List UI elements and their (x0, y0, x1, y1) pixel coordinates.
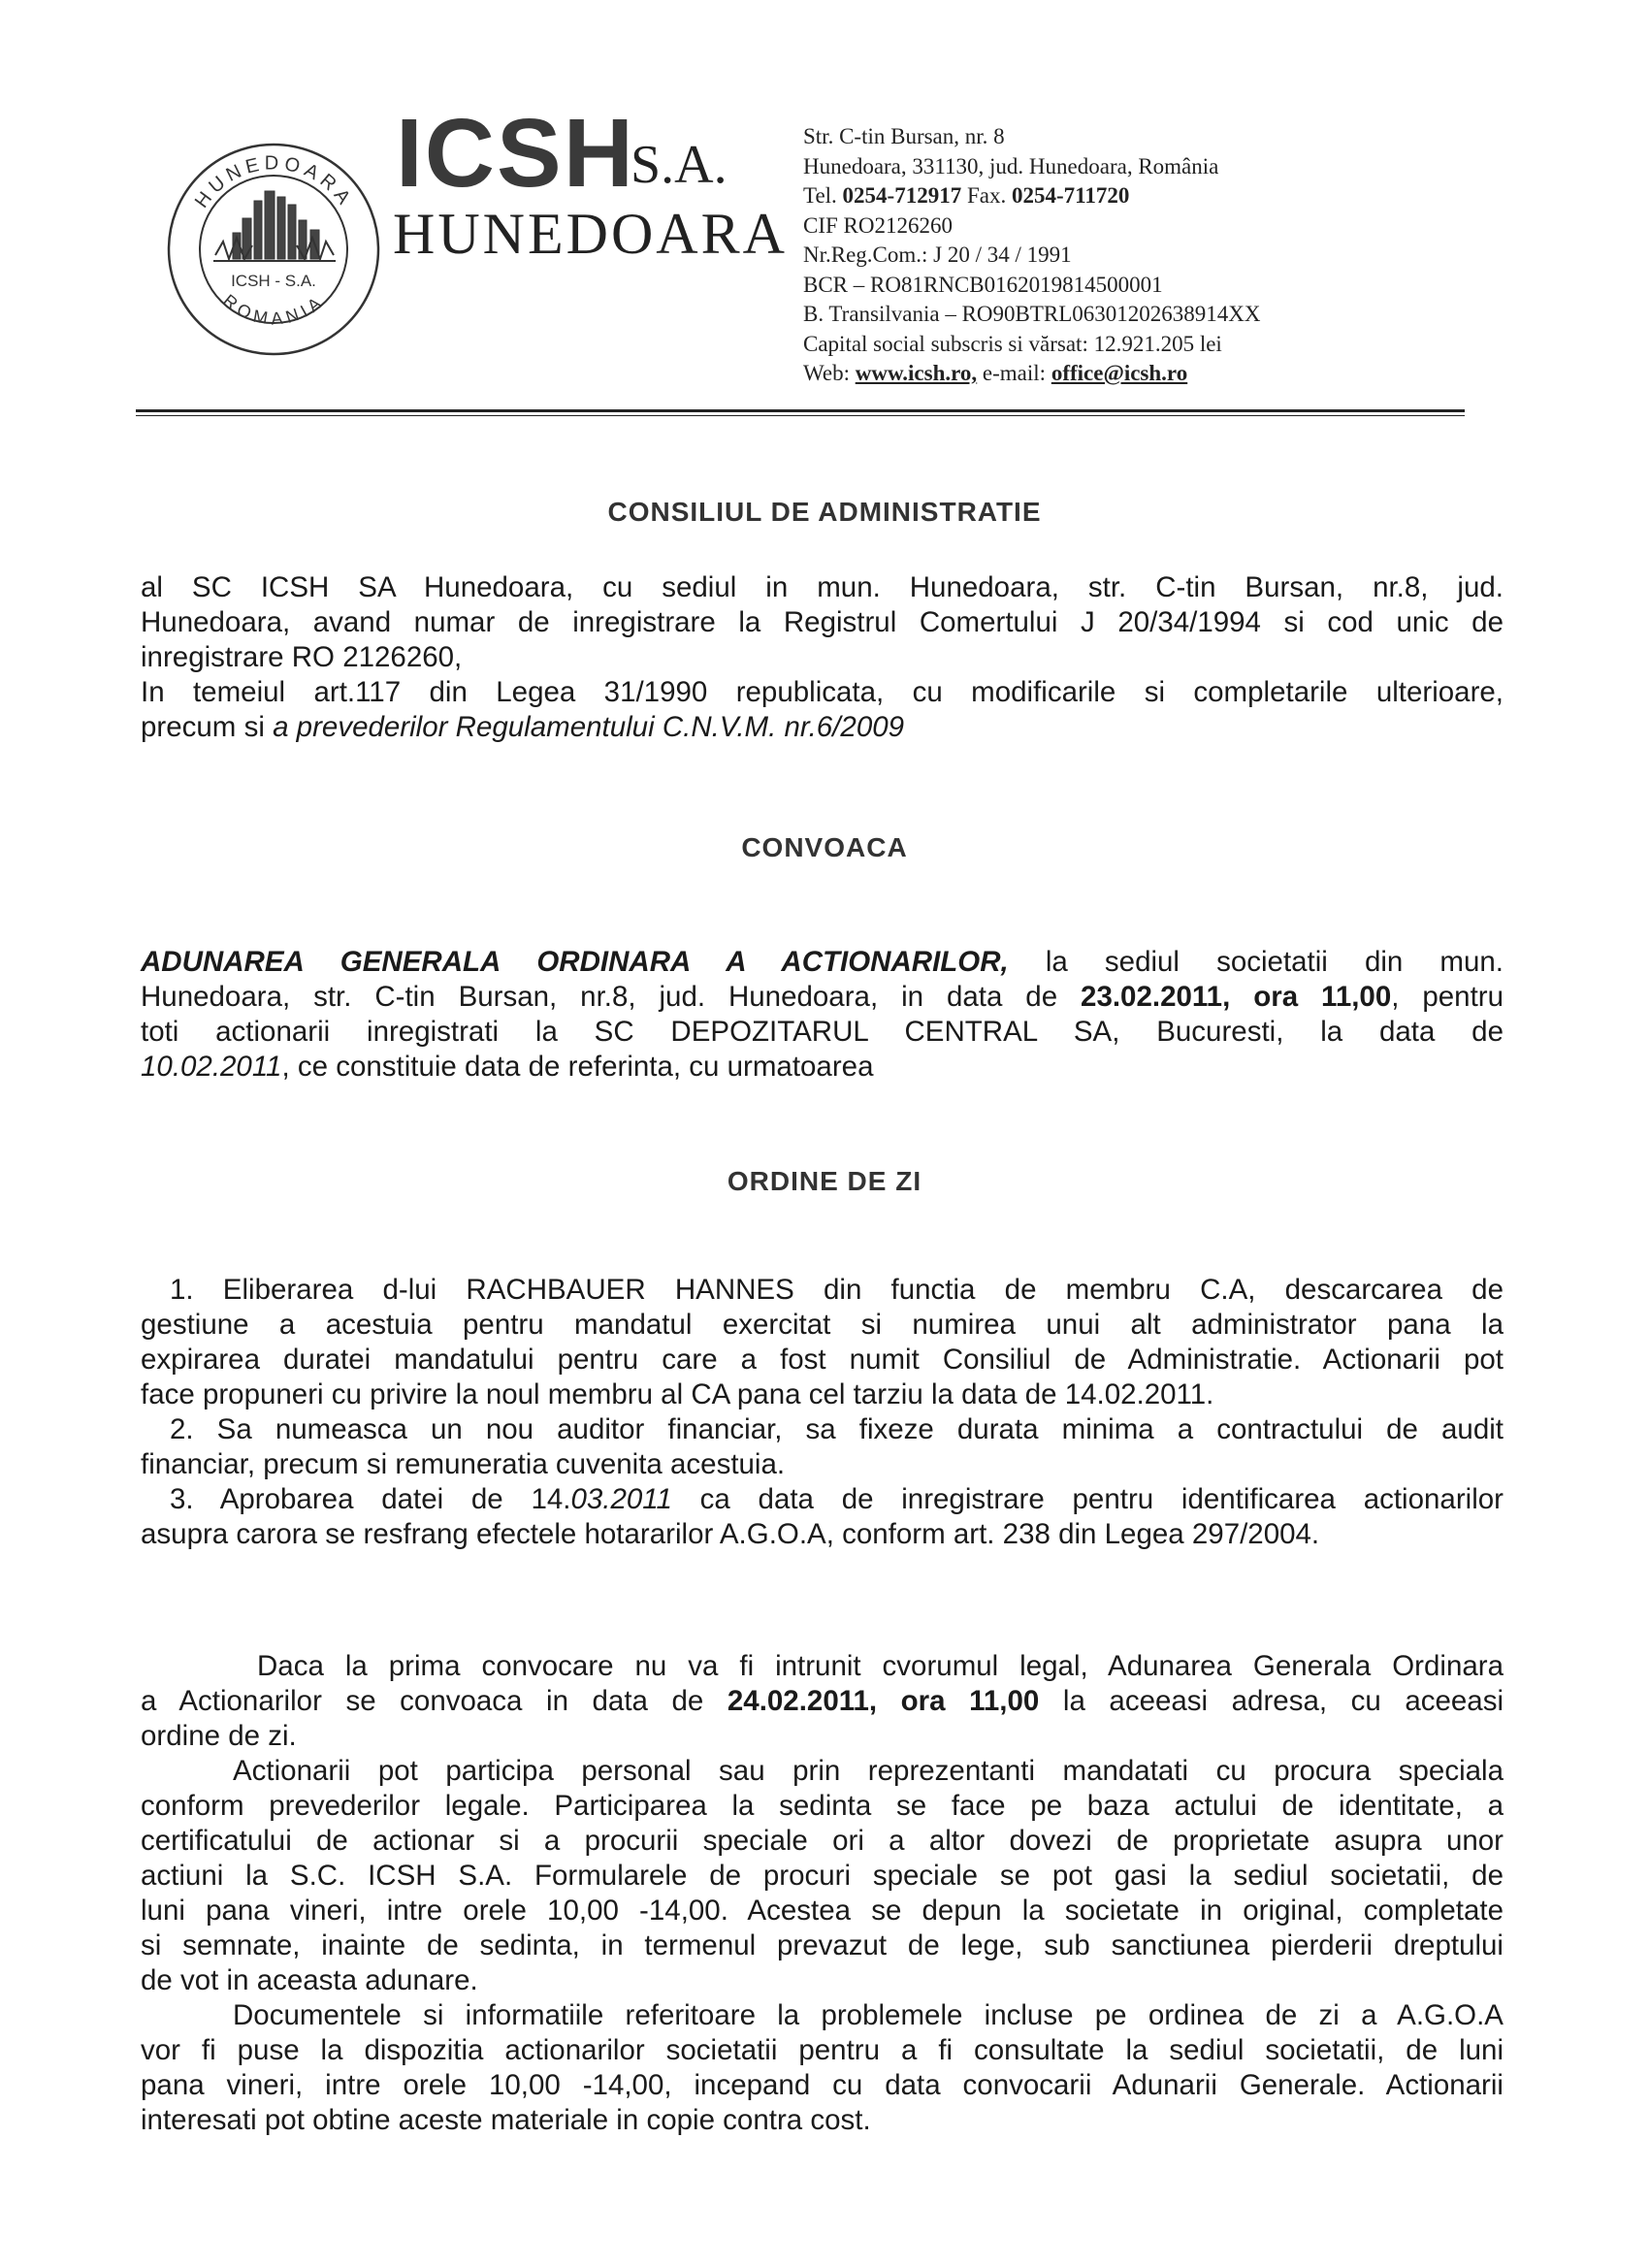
participation-line: actiuni la S.C. ICSH S.A. Formularele de procuri speciale se pot gasi la sediul societatii, de (141, 1860, 1504, 1892)
documents-line: pana vineri, intre orele 10,00 -14,00, incepand cu data convocarii Adunarii Generale. Actionarii (141, 2069, 1504, 2101)
participation-line: de vot in aceasta adunare. (141, 1964, 478, 1996)
intro-line: inregistrare RO 2126260, (141, 641, 463, 673)
meeting-name: ADUNAREA GENERALA ORDINARA A ACTIONARILOR, (141, 946, 1009, 978)
meeting-time: ora 11,00 (1253, 981, 1392, 1013)
second-call-paragraph (141, 1649, 1504, 1754)
intro-line: In temeiul art.117 din Legea 31/1990 republicata, cu modificarile si completarile ulterioare, (141, 676, 1504, 708)
email-link[interactable]: office@icsh.ro (1051, 361, 1188, 385)
tel-label: Tel. (803, 183, 837, 208)
header-rule-thick (136, 409, 1465, 412)
contact-web-email (803, 359, 1502, 389)
agenda-item-1-line: expirarea duratei mandatului pentru care a fost numit Consiliul de Administratie. Actionarii pot (141, 1344, 1504, 1376)
company-seal-logo (165, 141, 383, 359)
contact-phone-fax (803, 181, 1502, 211)
agenda-item-1: 1. Eliberarea d-lui RACHBAUER HANNES din functia de membru C.A, descarcarea de (170, 1274, 1504, 1306)
agenda-item-3 (141, 1482, 1504, 1517)
meeting-line: toti actionarii inregistrati la SC DEPOZITARUL CENTRAL SA, Bucuresti, la data de (141, 1016, 1504, 1048)
svg-text:ROMANIA (219, 290, 328, 328)
email-label: e-mail: (982, 361, 1047, 385)
meeting-date: 23.02.2011, (1081, 981, 1231, 1013)
agenda-item-3-line: asupra carora se resfrang efectele hotararilor A.G.O.A, conform art. 238 din Legea 297/2004. (141, 1518, 1320, 1550)
second-call-line: Daca la prima convocare nu va fi intrunit cvorumul legal, Adunarea Generala Ordinara (257, 1650, 1504, 1682)
participation-line: Actionarii pot participa personal sau prin reprezentanti mandatati cu procura speciala (233, 1755, 1504, 1787)
agenda-text: ca data de inregistrare pentru identificarea actionarilor (671, 1483, 1504, 1515)
meeting-text: la sediul societatii din mun. (1008, 946, 1504, 978)
documents-line: Documentele si informatiile referitoare la problemele incluse pe ordinea de zi a A.G.O.A (233, 1999, 1504, 2031)
brand-city: HUNEDOARA (393, 202, 788, 266)
intro-paragraph (141, 570, 1504, 745)
documents-line: vor fi puse la dispozitia actionarilor societatii pentru a fi consultate la sediul societatii, de luni (141, 2034, 1504, 2066)
contact-transilvania: B. Transilvania – RO90BTRL06301202638914XX (803, 302, 1261, 326)
agenda-item-1-line: face propuneri cu privire la noul membru al CA pana cel tarziu la data de 14.02.2011. (141, 1378, 1214, 1410)
fax-label: Fax. (966, 183, 1007, 208)
meeting-paragraph (141, 945, 1504, 1085)
contact-bcr: BCR – RO81RNCB0162019814500001 (803, 272, 1163, 297)
seal-bottom-text: ROMANIA (219, 290, 329, 329)
fax-value: 0254-711720 (1011, 183, 1130, 208)
meeting-line (141, 980, 1504, 1015)
contact-cif: CIF RO2126260 (803, 212, 953, 238)
participation-line: certificatului de actionar si a procurii speciale ori a altor dovezi de proprietate asupra unor (141, 1825, 1504, 1857)
intro-line (141, 710, 1504, 745)
intro-line: Hunedoara, avand numar de inregistrare la Registrul Comertului J 20/34/1994 si cod unic de (141, 606, 1504, 638)
meeting-text: , ce constituie data de referinta, cu urmatoarea (281, 1051, 874, 1083)
second-call-line: ordine de zi. (141, 1720, 297, 1752)
second-call-text: a Actionarilor se convoaca in data de (141, 1685, 728, 1717)
record-date: 03.2011 (570, 1483, 672, 1515)
contact-address: Hunedoara, 331130, jud. Hunedoara, România (803, 153, 1219, 178)
documents-line: interesati pot obtine aceste materiale in copie contra cost. (141, 2104, 871, 2136)
header-rule-thin (136, 415, 1465, 416)
intro-regulation: a prevederilor Regulamentului C.N.V.M. nr.6/2009 (273, 711, 905, 743)
brand-suffix: S.A. (630, 135, 728, 195)
second-call-date: 24.02.2011, ora 11,00 (727, 1685, 1040, 1717)
meeting-text (1230, 981, 1253, 1013)
intro-line: al SC ICSH SA Hunedoara, cu sediul in mun. Hunedoara, str. C-tin Bursan, nr.8, jud. (141, 571, 1504, 603)
agenda-text: 3. Aprobarea datei de 14. (170, 1483, 571, 1515)
agenda-item-2: 2. Sa numeasca un nou auditor financiar, sa fixeze durata minima a contractului de audit (170, 1413, 1504, 1445)
participation-paragraph (141, 1754, 1504, 1998)
second-call-text: la aceeasi adresa, cu aceeasi (1039, 1685, 1504, 1717)
meeting-line (141, 1050, 1504, 1085)
documents-paragraph (141, 1998, 1504, 2138)
web-label: Web: (803, 361, 850, 385)
document-title: CONSILIUL DE ADMINISTRATIE (607, 497, 1042, 527)
intro-text: precum si (141, 711, 274, 743)
convoaca-heading: CONVOACA (741, 832, 908, 862)
reference-date: 10.02.2011 (141, 1051, 282, 1083)
agenda-title: ORDINE DE ZI (727, 1166, 922, 1196)
web-link[interactable]: www.icsh.ro, (855, 361, 978, 385)
participation-line: luni pana vineri, intre orele 10,00 -14,00. Acestea se depun la societate in original, completate (141, 1895, 1504, 1927)
participation-line: si semnate, inainte de sedinta, in termenul prevazut de lege, sub sanctiunea pierderii dreptului (141, 1929, 1504, 1961)
contact-reg: Nr.Reg.Com.: J 20 / 34 / 1991 (803, 243, 1072, 267)
contact-block (803, 122, 1502, 389)
agenda-item-2-line: financiar, precum si remuneratia cuvenita acestuia. (141, 1448, 786, 1480)
contact-street: Str. C-tin Bursan, nr. 8 (803, 124, 1005, 148)
meeting-text: , pentru (1391, 981, 1504, 1013)
seal-top-text: HUNEDOARA (190, 152, 358, 212)
meeting-line (141, 945, 1504, 980)
tel-value: 0254-712917 (842, 183, 962, 208)
brand-name: ICSH (396, 99, 635, 208)
meeting-text: Hunedoara, str. C-tin Bursan, nr.8, jud. Hunedoara, in data de (141, 981, 1082, 1013)
seal-center-text: ICSH - S.A. (231, 272, 316, 290)
participation-line: conform prevederilor legale. Participarea la sedinta se face pe baza actului de identitate, a (141, 1790, 1504, 1822)
second-call-line (141, 1684, 1504, 1719)
contact-capital: Capital social subscris si vărsat: 12.921.205 lei (803, 331, 1222, 356)
agenda-item-1-line: gestiune a acestuia pentru mandatul exercitat si numirea unui alt administrator pana la (141, 1309, 1504, 1341)
agenda-list (141, 1273, 1504, 1552)
